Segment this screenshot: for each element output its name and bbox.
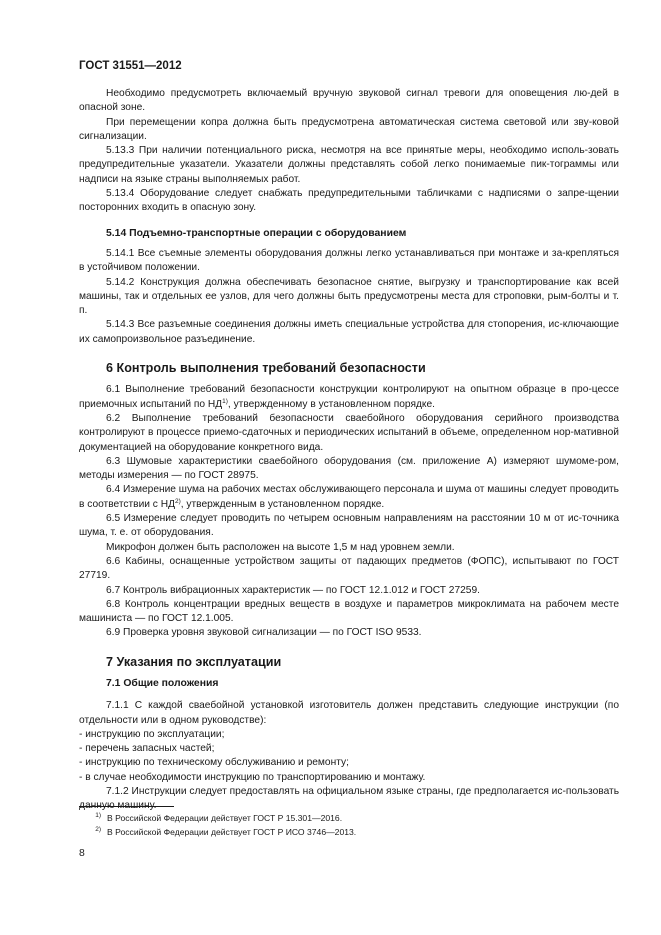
footnote-ref: 2) <box>174 497 181 505</box>
paragraph: 5.13.4 Оборудование следует снабжать предупредительными табличками с надписями о запре-щении посторонних входить в опасную зону. <box>79 188 619 214</box>
paragraph: 5.13.3 При наличии потенциального риска, несмотря на все принятые меры, необходимо исполь-зовать предупредительные указатели. Указатели должны представлять собой легко понимаемые пик-тограммы или надписи на языке страны выполняемых работ. <box>79 145 619 185</box>
paragraph: 5.14.3 Все разъемные соединения должны иметь специальные устройства для стопорения, ис-ключающие их самопроизвольное разъединение. <box>79 319 619 345</box>
text: 6.1 Выполнение требований безопасности конструкции контролируют на опытном образце в про-цессе приемочных испытаний по НД <box>79 384 619 410</box>
paragraph: При перемещении копра должна быть предусмотрена автоматическая система световой или зву-ковой сигнализации. <box>79 116 619 142</box>
text: , утвержденным в установленном порядке. <box>180 498 385 510</box>
paragraph: 6.3 Шумовые характеристики сваебойного оборудования (см. приложение А) измеряют шумоме-ром, методы измерения — по ГОСТ 28975. <box>79 455 619 482</box>
list-item: - в случае необходимости инструкцию по транспортированию и монтажу. <box>79 771 426 783</box>
paragraph: 7.1.1 С каждой сваебойной установкой изготовитель должен представить следующие инструкции (по отдельности или в одном руководстве): <box>79 700 619 726</box>
paragraph: 6.8 Контроль концентрации вредных веществ в воздухе и параметров микроклимата на рабочем месте машиниста — по ГОСТ 12.1.005. <box>79 598 619 625</box>
paragraph: Микрофон должен быть расположен на высоте 1,5 м над уровнем земли. <box>106 541 455 553</box>
paragraph: 6.6 Кабины, оснащенные устройством защиты от падающих предметов (ФОПС), испытывают по ГОСТ 27719. <box>79 555 619 582</box>
paragraph: 6.9 Проверка уровня звуковой сигнализации — по ГОСТ ISO 9533. <box>106 627 422 639</box>
footnote-ref: 1) <box>222 397 228 405</box>
list-item: - инструкцию по техническому обслуживанию и ремонту; <box>79 757 349 769</box>
paragraph: 5.14.1 Все съемные элементы оборудования должны легко устанавливаться при монтаже и за-крепляться в устойчивом положении. <box>79 247 619 274</box>
section-heading-7: 7 Указания по эксплуатации <box>106 654 282 669</box>
paragraph <box>79 483 619 512</box>
footnote <box>79 812 619 824</box>
paragraph: 5.14.2 Конструкция должна обеспечивать безопасное снятие, выгрузку и транспортирование как всей машины, так и отдельных ее узлов, для чего должны быть предусмотрены места для строповки, рым-болты и т. п. <box>79 276 619 317</box>
text: 6.4 Измерение шума на рабочих местах обслуживающего персонала и шума от машины следует проводить в соответствии с НД <box>79 484 619 510</box>
paragraph <box>79 383 619 412</box>
standard-designation: ГОСТ 31551—2012 <box>79 60 182 72</box>
section-heading-5-14: 5.14 Подъемно-транспортные операции с оборудованием <box>106 227 407 239</box>
footnote-text: В Российской Федерации действует ГОСТ Р 15.301—2016. <box>107 813 343 823</box>
footnote <box>79 826 619 838</box>
paragraph: 6.5 Измерение следует проводить по четырем основным направлениям на расстоянии 10 м от ис-точника шума, т. е. от оборудования. <box>79 513 619 539</box>
paragraph: 6.2 Выполнение требований безопасности сваебойного оборудования серийного производства контролируют в процессе приемо-сдаточных и периодических испытаний в объеме, определенном нор-мативной документацией на оборудование конкретного вида. <box>79 412 619 453</box>
footnote-mark: 2) <box>95 826 101 833</box>
text: , утвержденному в установленном порядке. <box>227 398 435 410</box>
paragraph: Необходимо предусмотреть включаемый вручную звуковой сигнал тревоги для оповещения лю-дей в опасной зоне. <box>79 88 619 114</box>
footnote-text: В Российской Федерации действует ГОСТ Р ИСО 3746—2013. <box>107 827 357 837</box>
page-number: 8 <box>79 848 85 859</box>
list-item: - инструкцию по эксплуатации; <box>79 728 225 740</box>
document-body <box>79 87 619 814</box>
list-item: - перечень запасных частей; <box>79 743 215 755</box>
footnote-mark: 1) <box>95 812 101 819</box>
footnote-divider <box>79 806 174 807</box>
paragraph: 7.1.2 Инструкции следует предоставлять на официальном языке страны, где предполагается ис-пользовать данную машину. <box>79 786 619 812</box>
paragraph: 6.7 Контроль вибрационных характеристик — по ГОСТ 12.1.012 и ГОСТ 27259. <box>106 584 480 596</box>
section-heading-7-1: 7.1 Общие положения <box>106 677 219 689</box>
section-heading-6: 6 Контроль выполнения требований безопасности <box>106 361 426 376</box>
